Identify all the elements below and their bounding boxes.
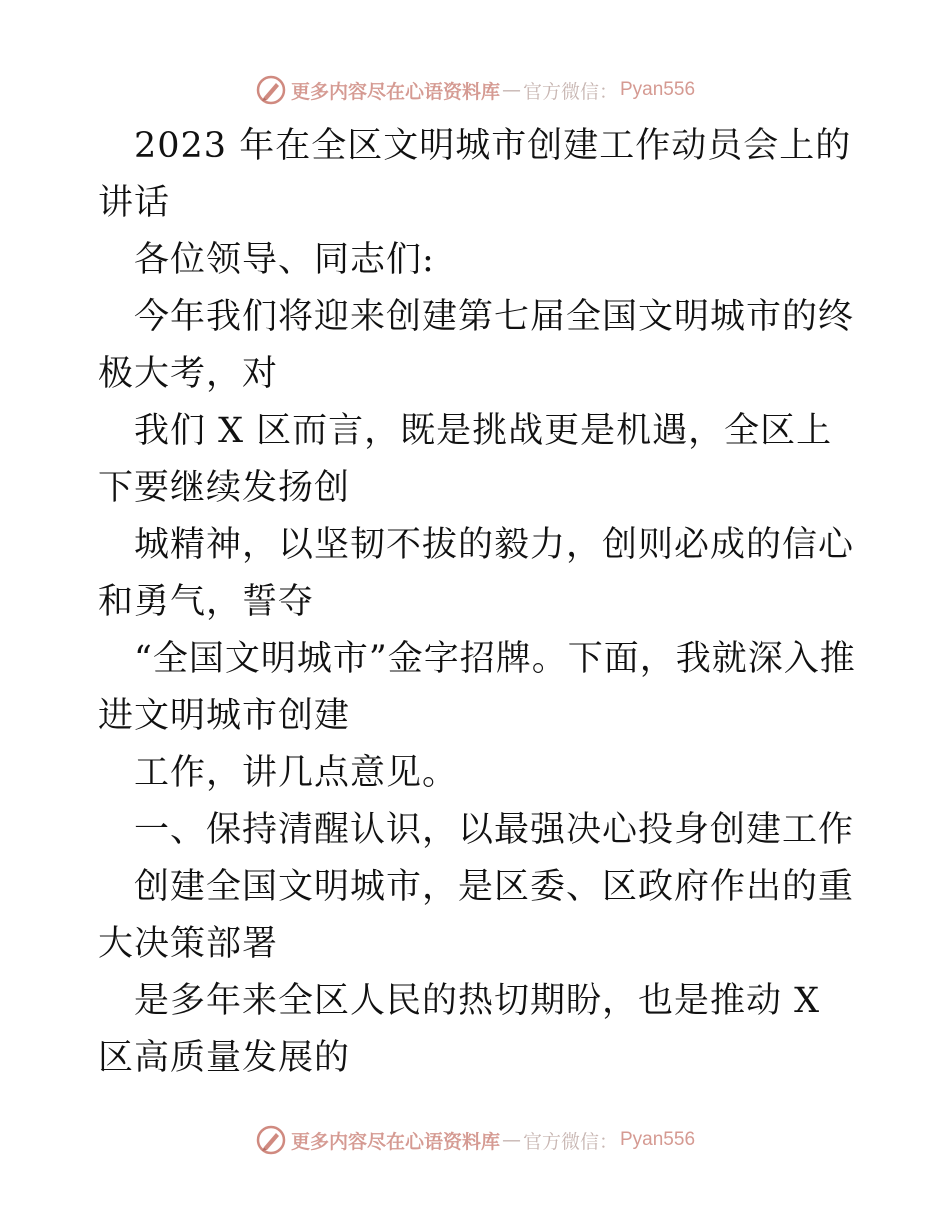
pen-seal-logo-icon <box>255 74 287 106</box>
paragraph: 各位领导、同志们: <box>134 240 435 280</box>
paragraph: 今年我们将迎来创建第七届全国文明城市的终极大考，对 <box>98 297 855 394</box>
paragraph: 工作，讲几点意见。 <box>134 753 459 793</box>
pen-seal-logo-icon <box>255 1124 287 1156</box>
banner-dash: — <box>501 1129 521 1151</box>
section-heading: 一、保持清醒认识，以最强决心投身创建工作 <box>134 810 855 850</box>
header-watermark-banner <box>0 70 950 110</box>
banner-brand-text: 更多内容尽在心语资料库 <box>290 80 500 103</box>
document-body <box>98 118 858 1087</box>
document-title: 2023 年在全区文明城市创建工作动员会上的讲话 <box>98 126 852 223</box>
banner-wechat-label: 官方微信： <box>522 1130 618 1153</box>
banner-brand-text: 更多内容尽在心语资料库 <box>290 1130 500 1153</box>
banner-wechat-id: Pyan556 <box>620 1129 696 1150</box>
paragraph: “全国文明城市”金字招牌。下面，我就深入推进文明城市创建 <box>98 639 856 736</box>
banner-wechat-label: 官方微信： <box>522 80 618 103</box>
paragraph: 我们 X 区而言，既是挑战更是机遇，全区上下要继续发扬创 <box>98 411 833 508</box>
footer-watermark-banner <box>0 1120 950 1160</box>
paragraph: 城精神，以坚韧不拔的毅力，创则必成的信心和勇气，誓夺 <box>98 525 855 622</box>
paragraph: 创建全国文明城市，是区委、区政府作出的重大决策部署 <box>98 867 855 964</box>
paragraph: 是多年来全区人民的热切期盼，也是推动 X 区高质量发展的 <box>98 981 821 1078</box>
banner-dash: — <box>501 79 521 101</box>
banner-wechat-id: Pyan556 <box>620 79 696 100</box>
